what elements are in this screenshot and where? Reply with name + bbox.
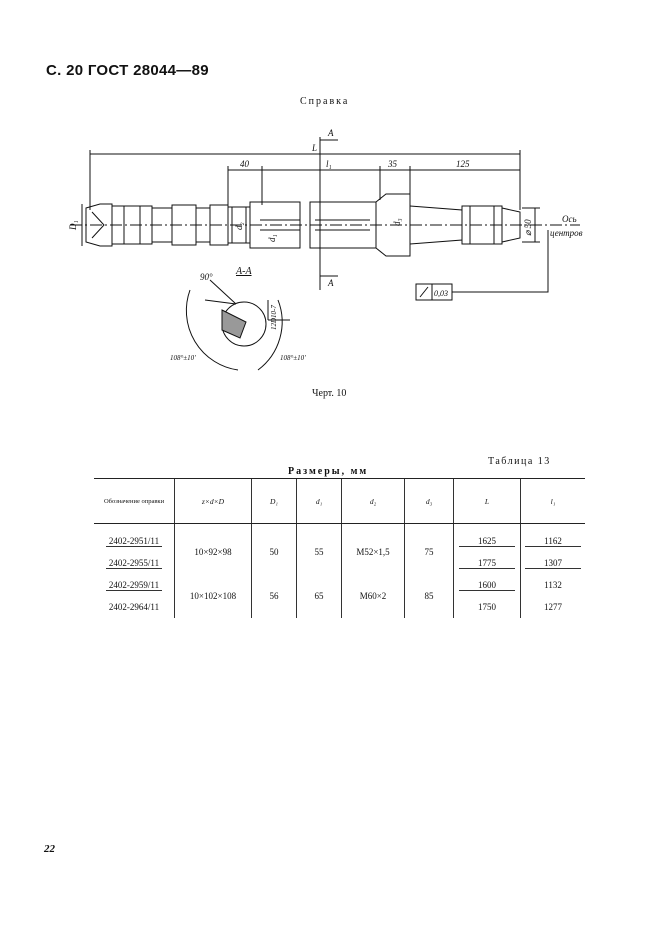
dim-L: L [312,143,318,153]
angle-tol-1: 108°±10' [170,354,196,362]
col-d2: d₂ [342,479,405,524]
fit-label: 12D10-7 [270,305,278,330]
cell: 2402-2955/11 [94,552,175,574]
table-header-row [94,479,585,524]
angle-tol-2: 108°±10' [280,354,306,362]
cell: 1600 [454,574,521,596]
cell: 1277 [521,596,586,618]
axis-label-1: Ось [562,214,577,224]
col-d3: d₃ [405,479,454,524]
cell: 1750 [454,596,521,618]
dim-d2: d₂ [234,222,244,230]
dim-40: 40 [240,159,249,169]
cell: 50 [252,524,297,575]
cell: 56 [252,574,297,618]
axis-label-2: центров [550,228,583,238]
angle-90: 90° [200,272,213,282]
cell: 65 [297,574,342,618]
cell: 2402-2959/11 [94,574,175,596]
table-row [94,574,585,596]
section-letter-bottom: А [328,278,334,288]
cell: 1625 [454,524,521,553]
table-caption: Размеры, мм [288,466,369,477]
cell: 1162 [521,524,586,553]
table-row [94,524,585,553]
page-header: С. 20 ГОСТ 28044—89 [46,62,209,79]
dim-35: 35 [388,159,397,169]
cell: 10×92×98 [175,524,252,575]
cell: 10×102×108 [175,574,252,618]
cell: M52×1,5 [342,524,405,575]
page-number: 22 [44,843,55,855]
dim-d1: d₁ [267,234,277,242]
dim-D1: D₁ [68,220,78,230]
cell: 2402-2964/11 [108,602,160,612]
dimensions-table [94,478,585,618]
dim-125: 125 [456,159,470,169]
cell: 1775 [454,552,521,574]
cell: 85 [405,574,454,618]
dim-l1: l₁ [326,159,332,169]
cell: 55 [297,524,342,575]
cell: M60×2 [342,574,405,618]
cell: 1307 [521,552,586,574]
cell: 2402-2951/11 [94,524,175,553]
drawing-title: Справка [300,96,350,107]
section-letter-top: А [328,128,334,138]
dim-dia50: ⌀ 50 [523,219,533,236]
col-d1: d₁ [297,479,342,524]
table-number: Таблица 13 [488,456,551,467]
col-D1: D₁ [252,479,297,524]
col-zdD: z×d×D [175,479,252,524]
cell: 1132 [521,574,586,596]
technical-drawing [0,0,661,410]
col-L: L [454,479,521,524]
drawing-caption: Черт. 10 [312,388,347,399]
tolerance-value: 0,03 [434,289,448,298]
col-l1: l₁ [521,479,586,524]
cell: 75 [405,524,454,575]
dim-d3: d₃ [392,218,402,226]
col-designation: Обозначение оправки [94,479,175,524]
section-label: А-А [236,266,252,277]
